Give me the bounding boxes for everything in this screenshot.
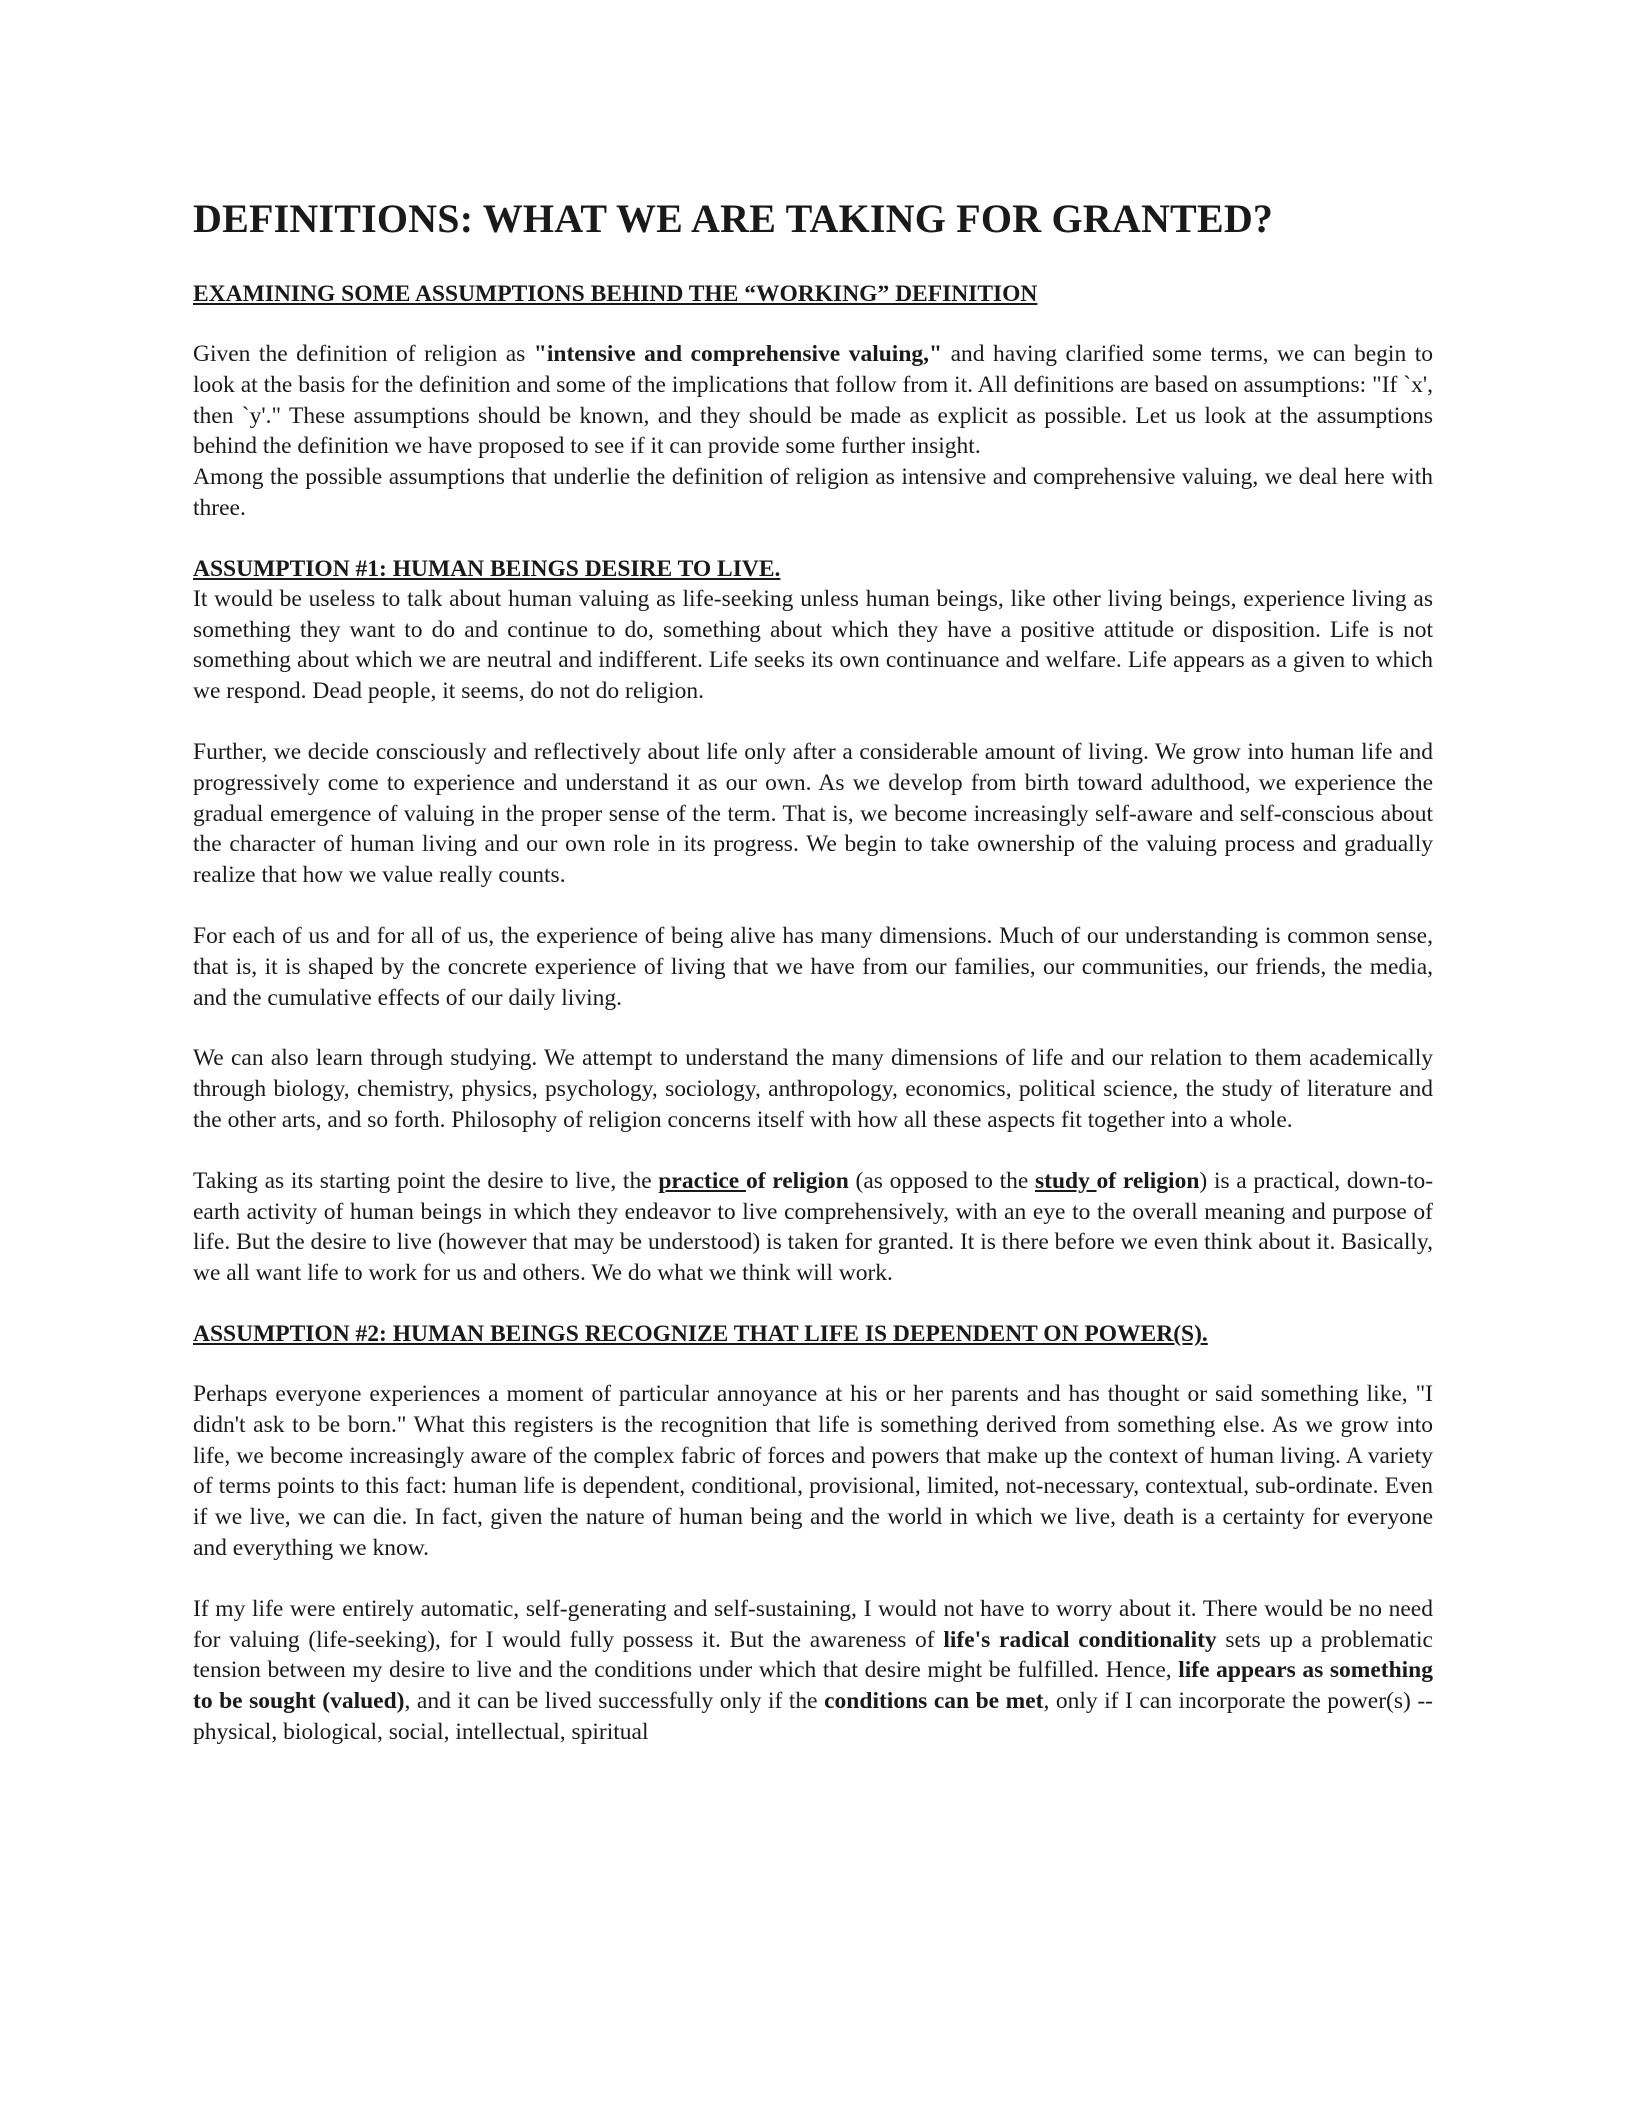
section-heading-assumption-2: ASSUMPTION #2: HUMAN BEINGS RECOGNIZE THAT LIFE IS DEPENDENT ON POWER(S). — [193, 1320, 1208, 1347]
document-page — [193, 195, 1433, 1748]
section-heading-assumption-1: ASSUMPTION #1: HUMAN BEINGS DESIRE TO LIVE. — [193, 555, 781, 582]
bold-definition: "intensive and comprehensive valuing," — [533, 341, 943, 367]
paragraph-conditionality: If my life were entirely automatic, self-generating and self-sustaining, I would not have to worry about it. There would be no need for valuing (life-seeking), for I would fully possess it. But the awareness of life's radical conditionality sets up a problematic tension between my desire to live and the conditions under which that desire might be fulfilled. Hence, life appears as something to be sought (valued), and it can be lived successfully only if the conditions can be met, only if I can incorporate the power(s) -- physical, biological, social, intellectual, spiritual — [193, 1595, 1433, 1745]
paragraph-grow-into-life: Further, we decide consciously and reflectively about life only after a considerable amount of living. We grow into human life and progressively come to experience and understand it as our own. As we develop from birth toward adulthood, we experience the gradual emergence of valuing in the proper sense of the term. That is, we become increasingly self-aware and self-conscious about the character of human living and our own role in its progress. We begin to take ownership of the valuing process and gradually realize that how we value really counts. — [193, 738, 1433, 889]
paragraph-intro: Given the definition of religion as "intensive and comprehensive valuing," and having clarified some terms, we can begin to look at the basis for the definition and some of the implications that follow from it. All definitions are based on assumptions: "If `x', then `y'." These assumptions should be known, and they should be made as explicit as possible. Let us look at the assumptions behind the definition we have proposed to see if it can provide some further insight. — [193, 341, 1433, 460]
paragraph-practice-of-religion: Taking as its starting point the desire to live, the practice of religion (as opposed to the study of religion) is a practical, down-to-earth activity of human beings in which they endeavor to live comprehensively, with an eye to the overall meaning and purpose of life. But the desire to live (however that may be understood) is taken for granted. It is there before we even think about it. Basically, we all want life to work for us and others. We do what we think will work. — [193, 1167, 1434, 1287]
paragraph-three-assumptions: Among the possible assumptions that underlie the definition of religion as intensive and comprehensive valuing, we deal here with three. — [193, 464, 1433, 521]
paragraph-studying: We can also learn through studying. We attempt to understand the many dimensions of life and our relation to them academically through biology, chemistry, physics, psychology, sociology, anthropology, economics, political science, the study of literature and the other arts, and so forth. Philosophy of religion concerns itself with how all these aspects fit together into a whole. — [193, 1045, 1433, 1133]
page-title: DEFINITIONS: WHAT WE ARE TAKING FOR GRANTED? — [193, 196, 1274, 241]
paragraph-desire-to-live: It would be useless to talk about human valuing as life-seeking unless human beings, like other living beings, experience living as something they want to do and continue to do, something about which they have a positive attitude or disposition. Life is not something about which we are neutral and indifferent. Life seeks its own continuance and welfare. Life appears as a given to which we respond. Dead people, it seems, do not do religion. — [193, 585, 1433, 705]
section-heading-working-definition: EXAMINING SOME ASSUMPTIONS BEHIND THE “WORKING” DEFINITION — [193, 281, 1038, 307]
paragraph-dependence: Perhaps everyone experiences a moment of particular annoyance at his or her parents and has thought or said something like, "I didn't ask to be born." What this registers is the recognition that life is something derived from something else. As we grow into life, we become increasingly aware of the complex fabric of forces and powers that make up the context of human living. A variety of terms points to this fact: human life is dependent, conditional, provisional, limited, not-necessary, contextual, sub-ordinate. Even if we live, we can die. In fact, given the nature of human being and the world in which we live, death is a certainty for everyone and everything we know. — [193, 1380, 1433, 1561]
paragraph-dimensions: For each of us and for all of us, the experience of being alive has many dimensions. Much of our understanding is common sense, that is, it is shaped by the concrete experience of living that we have from our families, our communities, our friends, the media, and the cumulative effects of our daily living. — [193, 922, 1433, 1011]
